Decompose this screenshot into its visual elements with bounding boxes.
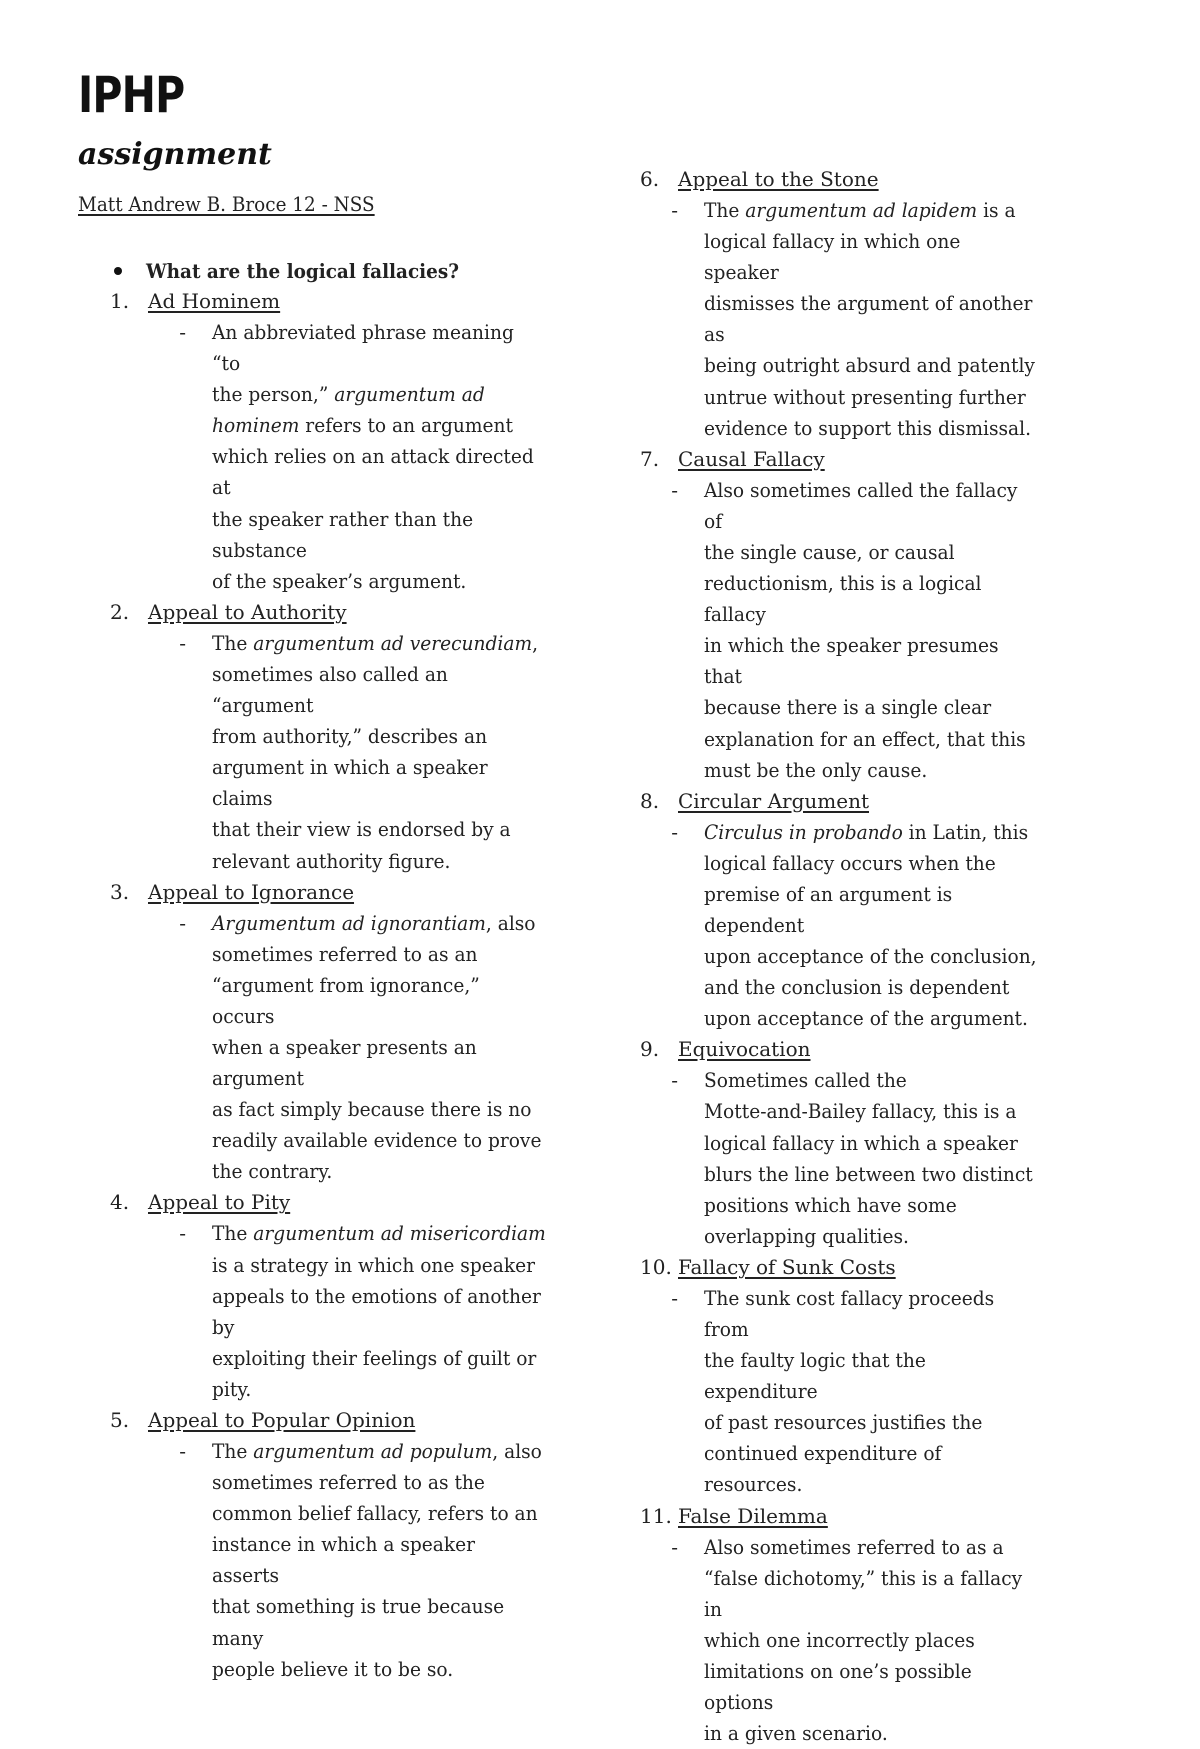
description-line: of the speaker’s argument.	[212, 568, 467, 593]
fallacy-description	[640, 1065, 1140, 1252]
fallacy-number: 10.	[640, 1254, 672, 1279]
fallacy-description-text	[704, 195, 1064, 444]
fallacy-description-text	[704, 817, 1064, 1035]
dash-bullet: -	[671, 477, 678, 502]
fallacy-item	[640, 164, 1140, 444]
description-line: untrue without presenting further	[704, 384, 1026, 409]
fallacy-title	[640, 1501, 1140, 1532]
fallacy-title	[640, 1252, 1140, 1283]
fallacy-name: Fallacy of Sunk Costs	[678, 1254, 896, 1279]
description-line: in which the speaker presumes that	[704, 633, 999, 689]
fallacy-description	[640, 1532, 1140, 1749]
fallacy-title	[640, 444, 1140, 475]
description-line: the speaker rather than the substance	[212, 506, 474, 562]
description-line: “false dichotomy,” this is a fallacy in	[704, 1565, 1023, 1621]
description-line: common belief fallacy, refers to an	[212, 1501, 538, 1526]
description-line: readily available evidence to prove	[212, 1128, 542, 1153]
fallacy-name: Appeal to Authority	[148, 599, 347, 624]
fallacy-item	[640, 444, 1140, 786]
description-line: The argumentum ad lapidem is a	[704, 198, 1016, 222]
dash-bullet: -	[671, 1068, 678, 1093]
bullet-icon	[114, 267, 122, 275]
fallacy-item	[640, 1252, 1140, 1501]
fallacy-number: 11.	[640, 1503, 672, 1528]
fallacy-name: Causal Fallacy	[678, 446, 825, 471]
description-line: because there is a single clear	[704, 695, 992, 720]
description-line: argument in which a speaker claims	[212, 755, 488, 811]
description-line: logical fallacy occurs when the	[704, 850, 996, 875]
fallacy-description-text	[212, 628, 572, 877]
fallacy-number: 2.	[110, 599, 130, 624]
description-line: “argument from ignorance,” occurs	[212, 972, 480, 1028]
description-line: Motte-and-Bailey fallacy, this is a	[704, 1099, 1017, 1124]
description-line: sometimes also called an “argument	[212, 661, 448, 718]
fallacy-title	[110, 1405, 610, 1436]
fallacy-description	[640, 475, 1140, 786]
description-line: Circulus in probando in Latin, this	[704, 819, 1029, 844]
fallacy-item	[640, 1501, 1140, 1749]
fallacy-item	[640, 786, 1140, 1035]
fallacy-description	[110, 628, 610, 877]
dash-bullet: -	[671, 198, 678, 222]
fallacy-number: 7.	[640, 446, 660, 471]
description-line: overlapping qualities.	[704, 1223, 909, 1248]
question-heading	[110, 255, 610, 286]
fallacy-number: 6.	[640, 167, 660, 191]
description-line: which relies on an attack directed at	[212, 444, 534, 500]
description-line: Sometimes called the	[704, 1068, 907, 1093]
fallacy-name: Circular Argument	[678, 788, 869, 813]
fallacy-item	[110, 877, 610, 1188]
fallacy-item	[110, 1405, 610, 1685]
dash-bullet: -	[671, 819, 678, 844]
description-line: An abbreviated phrase meaning “to	[212, 320, 514, 376]
description-line: upon acceptance of the conclusion,	[704, 944, 1037, 969]
fallacy-description	[640, 817, 1140, 1035]
fallacy-description-text	[212, 1436, 572, 1685]
fallacy-description	[110, 1218, 610, 1405]
description-line: people believe it to be so.	[212, 1656, 454, 1681]
question-text: What are the logical fallacies?	[146, 258, 460, 283]
description-line: The argumentum ad populum, also	[212, 1439, 542, 1463]
document-title: IPHP	[78, 66, 185, 124]
description-line: premise of an argument is dependent	[704, 881, 953, 937]
description-line: appeals to the emotions of another by	[212, 1283, 541, 1339]
fallacy-number: 9.	[640, 1037, 660, 1062]
fallacy-number: 1.	[110, 289, 130, 313]
fallacy-item	[640, 1034, 1140, 1252]
dash-bullet: -	[671, 1534, 678, 1559]
fallacy-name: Appeal to the Stone	[678, 167, 879, 191]
description-line: upon acceptance of the argument.	[704, 1006, 1028, 1031]
description-line: logical fallacy in which one speaker	[704, 229, 961, 285]
fallacy-description-text	[704, 1065, 1064, 1252]
dash-bullet: -	[179, 910, 186, 935]
dash-bullet: -	[179, 320, 186, 344]
fallacy-title	[640, 1034, 1140, 1065]
fallacy-item	[110, 286, 610, 597]
description-line: from authority,” describes an	[212, 724, 488, 749]
description-line: as fact simply because there is no	[212, 1097, 532, 1122]
fallacy-description-text	[704, 1283, 1064, 1501]
description-line: logical fallacy in which a speaker	[704, 1130, 1018, 1155]
fallacy-description-text	[212, 1218, 572, 1405]
fallacy-number: 4.	[110, 1190, 130, 1215]
description-line: that something is true because many	[212, 1594, 505, 1650]
fallacy-item	[110, 597, 610, 877]
description-line: which one incorrectly places	[704, 1627, 975, 1652]
description-line: reductionism, this is a logical fallacy	[704, 571, 982, 627]
fallacy-item	[110, 1187, 610, 1405]
description-line: of past resources justifies the	[704, 1410, 983, 1435]
description-line: in a given scenario.	[704, 1721, 888, 1746]
fallacy-title	[640, 164, 1140, 195]
description-line: sometimes referred to as the	[212, 1470, 485, 1495]
fallacy-number: 5.	[110, 1408, 130, 1432]
description-line: Also sometimes called the fallacy of	[704, 477, 1018, 533]
right-column	[640, 164, 1140, 1749]
fallacy-description-text	[212, 908, 572, 1188]
left-column	[110, 255, 610, 1685]
fallacy-title	[110, 597, 610, 628]
description-line: continued expenditure of resources.	[704, 1441, 942, 1497]
description-line: relevant authority figure.	[212, 848, 451, 873]
fallacy-list-left	[110, 286, 610, 1685]
dash-bullet: -	[179, 1221, 186, 1246]
fallacy-name: Appeal to Popular Opinion	[148, 1408, 416, 1432]
fallacy-description	[110, 1436, 610, 1685]
fallacy-description	[640, 195, 1140, 444]
description-line: is a strategy in which one speaker	[212, 1252, 536, 1277]
dash-bullet: -	[179, 1439, 186, 1463]
fallacy-description-text	[212, 317, 572, 597]
description-line: positions which have some	[704, 1192, 957, 1217]
dash-bullet: -	[671, 1285, 678, 1310]
description-line: blurs the line between two distinct	[704, 1161, 1033, 1186]
description-line: dismisses the argument of another as	[704, 291, 1033, 347]
fallacy-name: Appeal to Pity	[148, 1190, 291, 1215]
fallacy-name: Appeal to Ignorance	[148, 879, 355, 904]
author-line: Matt Andrew B. Broce 12 - NSS	[78, 192, 375, 216]
description-line: the contrary.	[212, 1159, 333, 1184]
description-line: The argumentum ad misericordiam	[212, 1221, 546, 1246]
description-line: The argumentum ad verecundiam,	[212, 630, 539, 655]
description-line: Argumentum ad ignorantiam, also	[212, 910, 536, 935]
description-line: explanation for an effect, that this	[704, 726, 1026, 751]
fallacy-description-text	[704, 1532, 1064, 1749]
fallacy-name: False Dilemma	[678, 1503, 828, 1528]
description-line: exploiting their feelings of guilt or	[212, 1345, 537, 1370]
description-line: and the conclusion is dependent	[704, 975, 1010, 1000]
fallacy-description	[640, 1283, 1140, 1501]
description-line: when a speaker presents an argument	[212, 1034, 477, 1091]
fallacy-description	[110, 908, 610, 1188]
fallacy-name: Equivocation	[678, 1037, 811, 1062]
fallacy-name: Ad Hominem	[148, 289, 281, 313]
fallacy-list-right	[640, 164, 1140, 1749]
description-line: The sunk cost fallacy proceeds from	[704, 1285, 995, 1341]
fallacy-title	[110, 1187, 610, 1218]
dash-bullet: -	[179, 630, 186, 655]
fallacy-number: 8.	[640, 788, 660, 813]
description-line: pity.	[212, 1376, 252, 1401]
description-line: the faulty logic that the expenditure	[704, 1348, 926, 1404]
fallacy-description	[110, 317, 610, 597]
description-line: Also sometimes referred to as a	[704, 1534, 1004, 1559]
description-line: the person,” argumentum ad	[212, 382, 485, 407]
description-line: must be the only cause.	[704, 757, 928, 782]
description-line: instance in which a speaker asserts	[212, 1532, 476, 1588]
document-subtitle: assignment	[78, 137, 272, 172]
fallacy-description-text	[704, 475, 1064, 786]
description-line: the single cause, or causal	[704, 539, 955, 564]
fallacy-number: 3.	[110, 879, 130, 904]
description-line: hominem refers to an argument	[212, 413, 513, 438]
description-line: evidence to support this dismissal.	[704, 415, 1031, 440]
description-line: sometimes referred to as an	[212, 941, 478, 966]
fallacy-title	[110, 877, 610, 908]
description-line: limitations on one’s possible options	[704, 1658, 972, 1715]
fallacy-title	[640, 786, 1140, 817]
fallacy-title	[110, 286, 610, 317]
description-line: that their view is endorsed by a	[212, 817, 511, 842]
description-line: being outright absurd and patently	[704, 353, 1035, 378]
